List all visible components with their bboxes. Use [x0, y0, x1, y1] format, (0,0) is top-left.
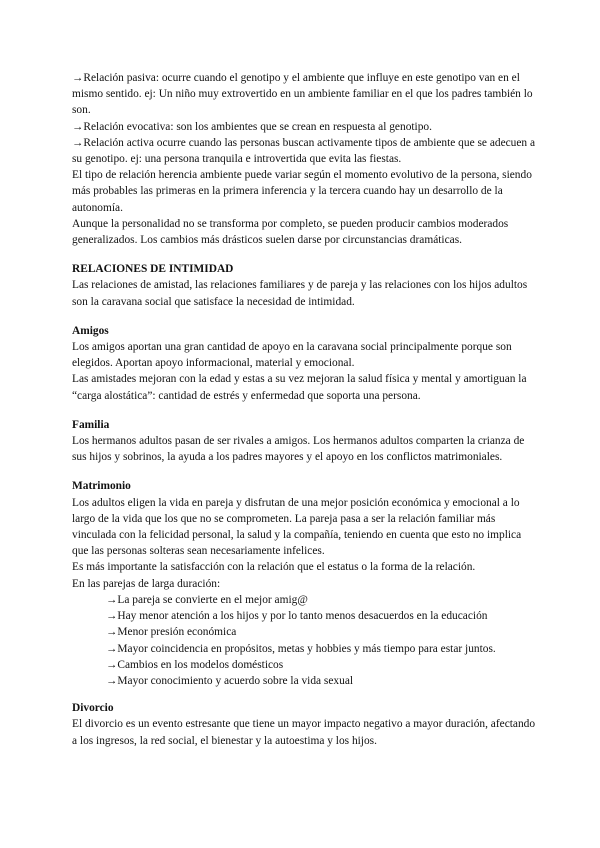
paragraph-relacion-evocativa: →Relación evocativa: son los ambientes que se crean en respuesta al genotipo.: [72, 120, 432, 133]
relaciones-heading: RELACIONES DE INTIMIDAD: [72, 263, 234, 276]
list-item: →Cambios en los modelos domésticos: [106, 658, 284, 671]
paragraph-relacion-activa: →Relación activa ocurre cuando las personas buscan activamente tipos de ambiente que se adecuen a su genotipo. ej: una persona tranquila e introvertida que evita las fiestas.: [72, 136, 536, 166]
paragraph-relacion-pasiva: →Relación pasiva: ocurre cuando el genotipo y el ambiente que influye en este genotipo van en el mismo sentido. ej: Un niño muy extrovertido en un ambiente familiar en el que los padres también lo son.: [72, 72, 533, 117]
familia-text: Los hermanos adultos pasan de ser rivales a amigos. Los hermanos adultos comparten la crianza de sus hijos y sobrinos, la ayuda a los padres mayores y el apoyo en los conflictos matrimoniales.: [72, 435, 525, 464]
divorcio-text: El divorcio es un evento estresante que tiene un mayor impacto negativo a mayor duración, afectando a los ingresos, la red social, el bienestar y la autoestima y los hijos.: [72, 718, 536, 747]
familia-heading: Familia: [72, 418, 110, 431]
intro-section: [72, 70, 538, 248]
matrimonio-section: [72, 478, 538, 689]
matrimonio-paragraph: Los adultos eligen la vida en pareja y disfrutan de una mejor posición económica y emocional a lo largo de la vida que los que no se comprometen. La pareja pasa a ser la relación familiar más vinculada con la felicidad personal, la salud y la compañía, teniendo en cuenta que esto no implica que las personas solteras sean necesariamente infelices.: [72, 496, 522, 558]
familia-section: [72, 417, 538, 466]
relaciones-text: Las relaciones de amistad, las relaciones familiares y de pareja y las relaciones con los hijos adultos son la caravana social que satisface la necesidad de intimidad.: [72, 279, 528, 308]
amigos-heading: Amigos: [72, 324, 109, 337]
amigos-paragraph: Las amistades mejoran con la edad y estas a su vez mejoran la salud física y mental y amortiguan la “carga alostática”: cantidad de estrés y enfermedad que soporta una persona.: [72, 373, 527, 402]
relaciones-section: [72, 261, 538, 310]
list-item: →Mayor conocimiento y acuerdo sobre la vida sexual: [106, 674, 354, 687]
matrimonio-bullet-list: [72, 592, 538, 689]
amigos-section: [72, 323, 538, 404]
matrimonio-heading: Matrimonio: [72, 480, 131, 493]
list-item: →Menor presión económica: [106, 626, 237, 639]
amigos-paragraph: Los amigos aportan una gran cantidad de apoyo en la caravana social principalmente porque son elegidos. Aportan apoyo informacional, material y emocional.: [72, 341, 512, 370]
matrimonio-paragraph: En las parejas de larga duración:: [72, 577, 221, 590]
list-item: →Hay menor atención a los hijos y por lo tanto menos desacuerdos en la educación: [106, 610, 488, 623]
list-item: →Mayor coincidencia en propósitos, metas y hobbies y más tiempo para estar juntos.: [106, 642, 496, 655]
matrimonio-paragraph: Es más importante la satisfacción con la relación que el estatus o la forma de la relación.: [72, 561, 476, 574]
list-item: →La pareja se convierte en el mejor amig@: [106, 593, 308, 606]
divorcio-heading: Divorcio: [72, 702, 114, 715]
paragraph-personalidad: Aunque la personalidad no se transforma por completo, se pueden producir cambios moderados generalizados. Los cambios más drásticos suelen darse por circunstancias dramáticas.: [72, 217, 509, 247]
divorcio-section: [72, 700, 538, 749]
paragraph-tipo-relacion: El tipo de relación herencia ambiente puede variar según el momento evolutivo de la persona, siendo más probables las primeras en la primera inferencia y la tercera cuando hay un desarrollo de la autonomía.: [72, 169, 532, 214]
